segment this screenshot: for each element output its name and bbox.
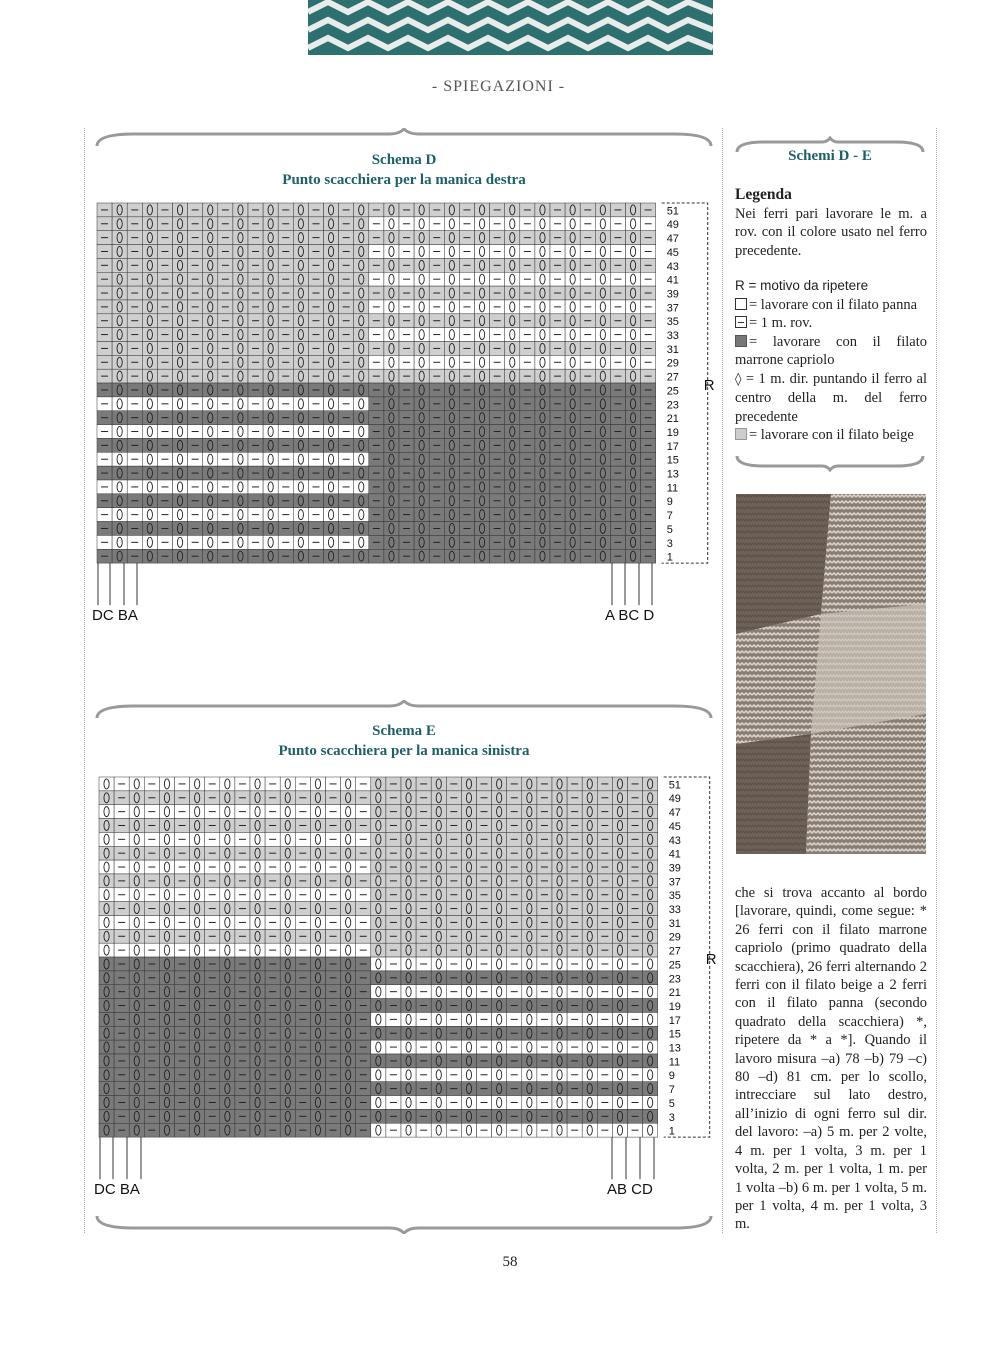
row-number: 37	[666, 302, 679, 315]
row-number: 11	[668, 1056, 681, 1069]
legend-heading: Legenda	[735, 186, 792, 203]
dash-square-icon	[735, 316, 747, 328]
legend-item-text: = lavorare con il filato panna	[749, 296, 918, 313]
row-number: 39	[666, 288, 679, 301]
row-number: 25	[666, 385, 679, 398]
dark-square-icon	[735, 335, 747, 347]
legend-item-repeat	[735, 277, 927, 296]
schema_e-grid	[99, 777, 658, 1137]
sidebar-title: Schemi D - E	[788, 148, 872, 164]
row-number: 43	[668, 834, 681, 847]
row-number: 31	[666, 343, 679, 356]
row-number: 21	[666, 413, 679, 426]
legend-item-text: = 1 m. dir. puntando il ferro al centro della m. del ferro precedente	[735, 370, 928, 425]
schema-e-subtitle: Punto scacchiera per la manica sinistra	[278, 743, 530, 759]
legend-item-beige	[735, 426, 927, 445]
row-number: 27	[666, 371, 679, 384]
empty-square-icon	[735, 298, 747, 310]
row-number: 33	[666, 330, 679, 342]
row-number: 45	[668, 820, 681, 833]
row-number: 9	[666, 496, 673, 509]
row-number: 7	[666, 510, 673, 523]
row-number: 49	[666, 219, 679, 232]
row-number: 17	[668, 1014, 681, 1027]
row-number: 47	[668, 807, 681, 820]
row-number: 47	[666, 233, 679, 246]
schema-d-subtitle: Punto scacchiera per la manica destra	[282, 172, 526, 188]
row-number: 25	[668, 959, 681, 972]
row-number: 37	[668, 876, 681, 889]
row-number: 13	[666, 468, 679, 481]
row-number: 35	[666, 316, 679, 329]
grey-square-icon	[735, 428, 747, 440]
legend-item-knit-below	[735, 370, 927, 427]
legend-item-brown	[735, 333, 927, 370]
legend-item-cream	[735, 296, 927, 315]
row-number: 29	[666, 357, 679, 370]
section-title: - SPIEGAZIONI -	[431, 78, 566, 95]
row-number: 35	[668, 890, 681, 903]
row-number: 1	[668, 1125, 675, 1138]
row-number: 15	[666, 454, 679, 467]
row-number: 27	[668, 945, 681, 958]
row-number: 31	[668, 917, 681, 930]
body-text: che si trova accanto al bordo [lavorare, quindi, come segue: * 26 ferri con il filato marrone capriolo (primo quadrato della scacchiera), 26 ferri alternando 2 ferri con il filato beige a 2 ferri con il filato panna (secondo quadrato della scacchiera) *, ripetere da * a *]. Quando il lavoro misura –a) 78 –b) 79 –c) 80 –d) 81 cm. per lo scollo, intrecciare sul lato destro, all’inizio di ogni ferro sul dir. del lavoro: –a) 5 m. per 2 volte, 4 m. per 1 volta, 3 m. per 1 volta, 2 m. per 1 volta, 1 m. per 1 volta –b) 6 m. per 1 volta, 5 m. per 1 volta, 4 m. per 1 volta, 3 m.	[735, 885, 927, 1233]
legend-intro: Nei ferri pari lavorare le m. a rov. con il colore usato nel ferro precedente.	[735, 205, 927, 259]
size-markers-left: DC BA	[92, 607, 138, 625]
repeat-label: R	[705, 950, 717, 968]
legend-item-purl	[735, 314, 927, 333]
legend-item-text: R = motivo da ripetere	[735, 278, 869, 293]
row-number: 41	[668, 848, 681, 861]
row-number: 17	[666, 440, 679, 453]
row-number: 9	[668, 1070, 675, 1083]
size-markers-right: A BC D	[605, 607, 655, 625]
row-number: 49	[668, 793, 681, 806]
row-number: 11	[666, 482, 679, 495]
size-markers-right: AB CD	[607, 1181, 653, 1199]
row-number: 3	[668, 1111, 675, 1124]
knit-swatch-photo	[736, 494, 926, 854]
row-number: 3	[666, 537, 673, 550]
row-number: 15	[668, 1028, 681, 1041]
row-number: 5	[668, 1097, 675, 1110]
row-number: 43	[666, 260, 679, 273]
size-markers-left: DC BA	[94, 1181, 140, 1199]
row-number: 19	[668, 1000, 681, 1013]
legend-item-text: = lavorare con il filato beige	[749, 427, 914, 443]
row-number: 23	[668, 973, 681, 986]
row-number: 39	[668, 862, 681, 875]
row-number: 51	[668, 779, 681, 792]
row-number: 33	[668, 904, 681, 916]
row-number: 7	[668, 1084, 675, 1097]
row-number: 1	[666, 551, 673, 564]
diamond-icon: ◊	[735, 371, 742, 387]
row-number: 21	[668, 987, 681, 1000]
legend-item-text: = lavorare con il filato marrone capriolo	[735, 333, 927, 368]
row-number: 45	[666, 246, 679, 259]
row-number: 19	[666, 426, 679, 439]
legend-item-text: = 1 m. rov.	[749, 315, 813, 331]
row-number: 13	[668, 1042, 681, 1055]
row-number: 51	[666, 205, 679, 218]
row-number: 5	[666, 523, 673, 536]
page-number: 58	[502, 1254, 518, 1270]
schema-d-title: Schema D	[371, 152, 437, 168]
legend	[735, 186, 927, 445]
row-number: 41	[666, 274, 679, 287]
repeat-label: R	[703, 376, 715, 394]
schema-e-title: Schema E	[372, 723, 436, 739]
row-number: 29	[668, 931, 681, 944]
row-number: 23	[666, 399, 679, 412]
